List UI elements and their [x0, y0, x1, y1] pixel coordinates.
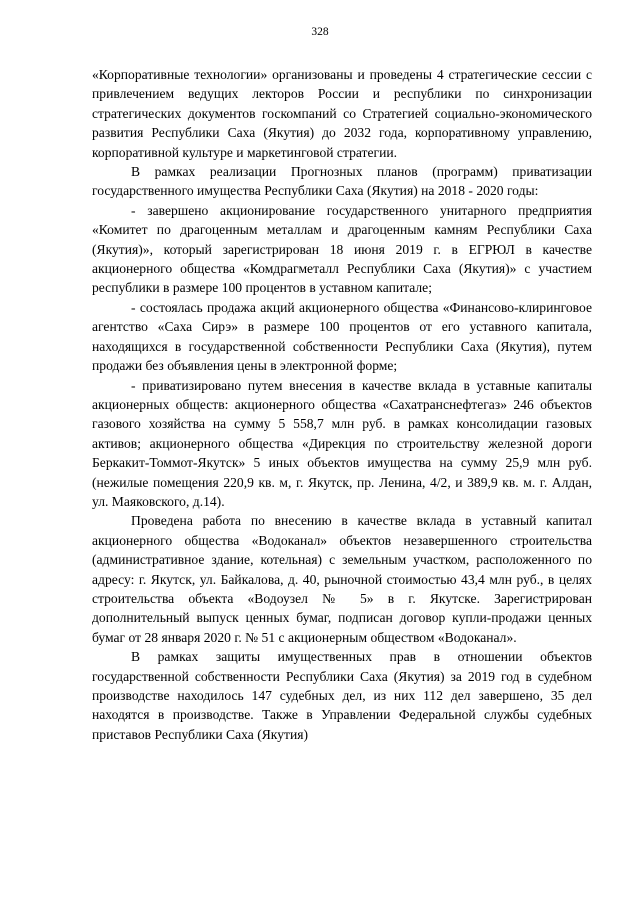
paragraph: Проведена работа по внесению в качестве вклада в уставный капитал акционерного общества «Водоканал» объектов незавершенного строительства (административное здание, котельная) с земельным участком, расположенного по адресу: г. Якутск, ул. Байкалова, д. 40, рыночной стоимостью 43,4 млн руб., в целях строительства объекта «Водоузел № 5» в г. Якутске. Зарегистрирован дополнительный выпуск ценных бумаг, подписан договор купли-продажи ценных бумаг от 28 января 2020 г. № 51 с акционерным обществом «Водоканал».: [92, 513, 592, 645]
paragraph: - завершено акционирование государственного унитарного предприятия «Комитет по драгоценным металлам и драгоценным камням Республики Саха (Якутия)», который зарегистрирован 18 июня 2019 г. в ЕГРЮЛ в качестве акционерного общества «Комдрагметалл Республики Саха (Якутия)» с участием республики в размере 100 процентов в уставном капитале;: [92, 202, 592, 296]
paragraph: «Корпоративные технологии» организованы и проведены 4 стратегические сессии с привлечением ведущих лекторов России и республики по синхронизации стратегических документов госкомпаний со Стратегией социально-экономического развития Республики Саха (Якутия) до 2032 года, корпоративному управлению, корпоративной культуре и маркетинговой стратегии.: [92, 67, 592, 160]
page-number: 328: [311, 26, 329, 38]
paragraph: - приватизировано путем внесения в качестве вклада в уставные капиталы акционерных обществ: акционерного общества «Сахатранснефтегаз» 246 объектов газового хозяйства на сумму 5 558,7 млн руб. в рамках консолидации газовых активов; акционерного общества «Дирекция по строительству железной дороги Беркакит-Томмот-Якутск» 5 иных объектов имущества на сумму 25,9 млн руб. (нежилые помещения 220,9 кв. м, г. Якутск, пр. Ленина, 4/2, и 389,9 кв. м. г. Алдан, ул. Маяковского, д.14).: [92, 377, 592, 509]
paragraph: В рамках реализации Прогнозных планов (программ) приватизации государственного имущества Республики Саха (Якутия) на 2018 - 2020 годы:: [92, 164, 592, 199]
paragraph: - состоялась продажа акций акционерного общества «Финансово-клиринговое агентство «Саха Сирэ» в размере 100 процентов от его уставного капитала, находящихся в государственной собственности Республики Саха (Якутия), путем продажи без объявления цены в электронной форме;: [92, 299, 592, 374]
body-text: [92, 65, 592, 744]
paragraph: В рамках защиты имущественных прав в отношении объектов государственной собственности Республики Саха (Якутия) за 2019 год в судебном производстве находилось 147 судебных дел, из них 112 дел завершено, 35 дел находятся в производстве. Также в Управлении Федеральной службы судебных приставов Республики Саха (Якутия): [92, 649, 592, 742]
